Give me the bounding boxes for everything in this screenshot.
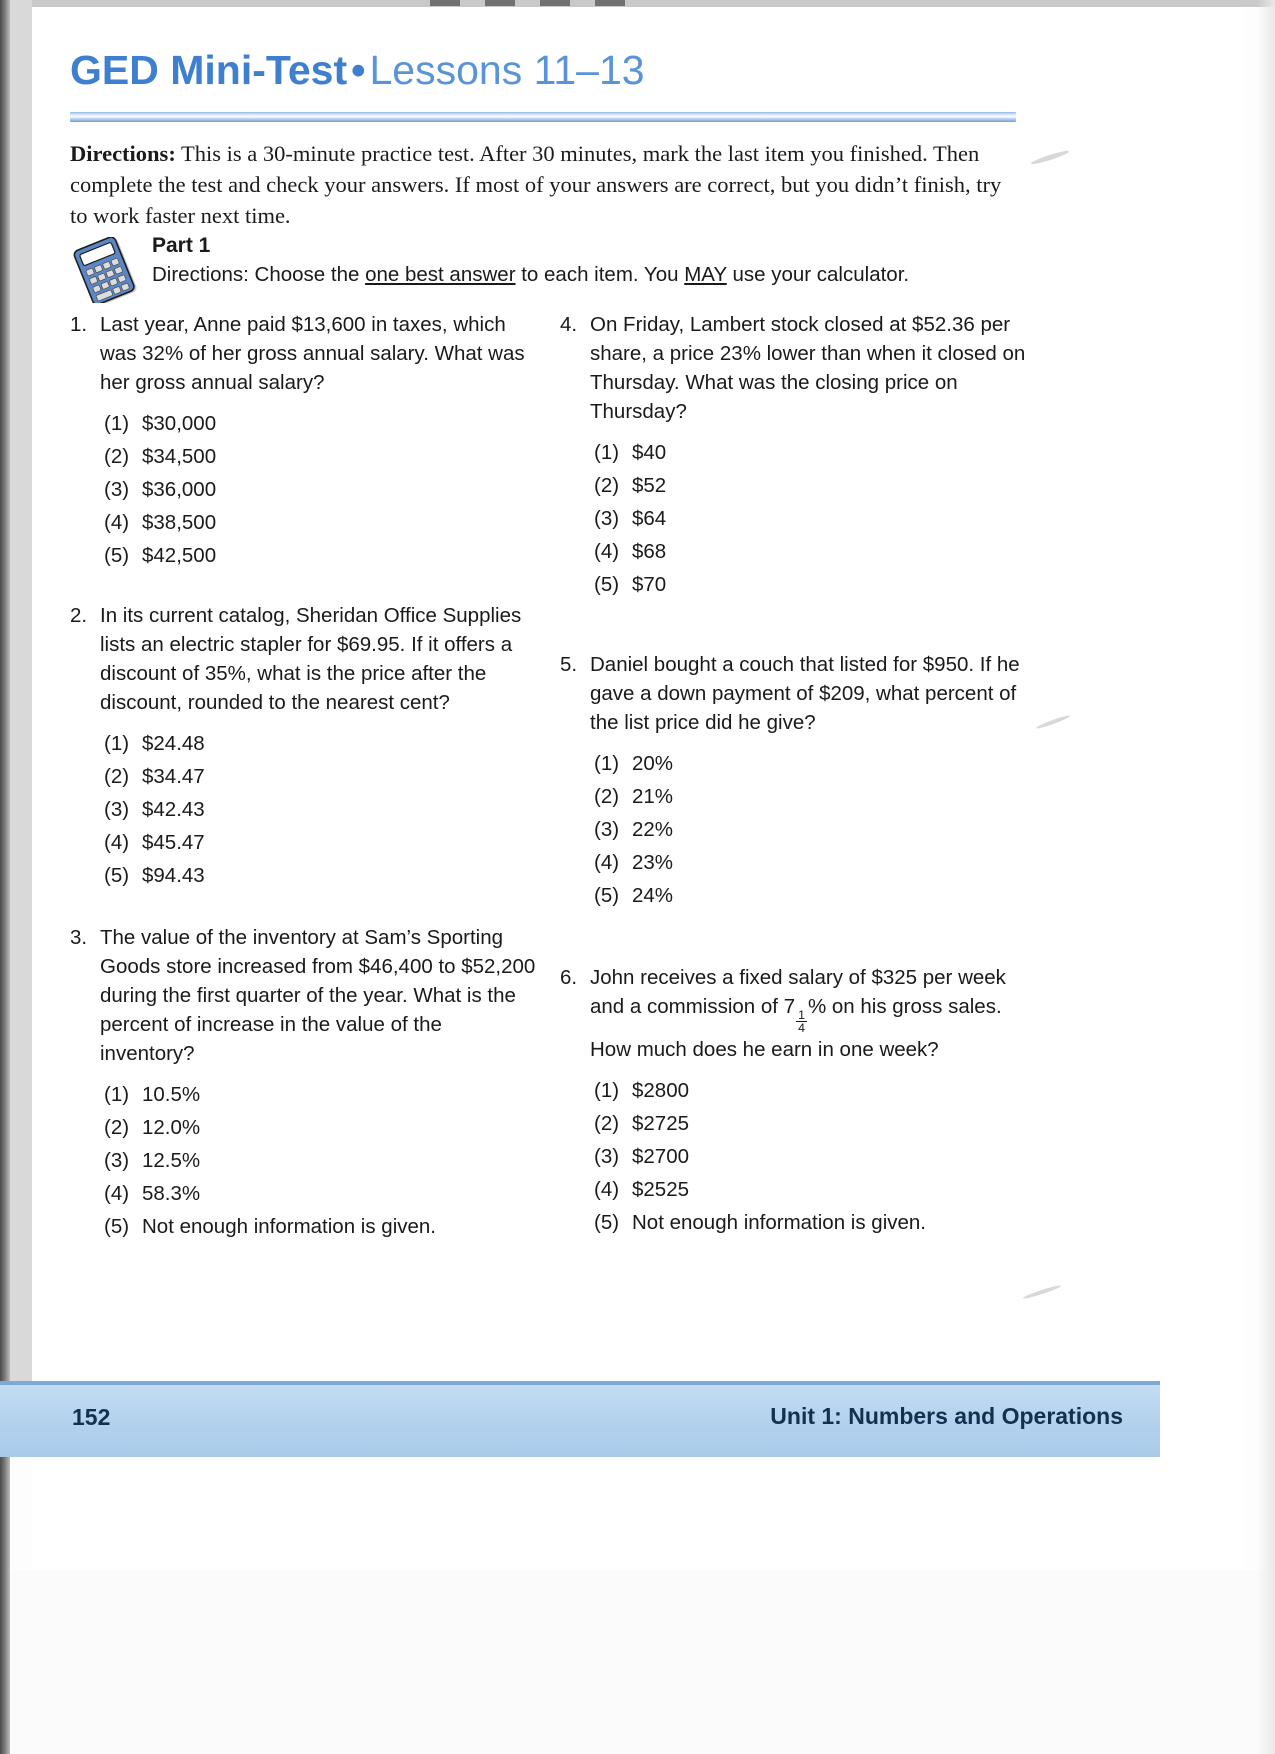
question-text: Last year, Anne paid $13,600 in taxes, which was 32% of her gross annual salary. What was her gross annual salary? — [100, 313, 525, 394]
page-title-separator: • — [351, 47, 366, 93]
part-1-text — [152, 233, 1012, 289]
option-value: $45.47 — [142, 831, 205, 854]
answer-option[interactable] — [104, 1084, 540, 1106]
part-1-directions-underline-2: MAY — [684, 263, 727, 286]
option-value: 22% — [632, 818, 674, 841]
option-value: $30,000 — [142, 412, 217, 435]
answer-option[interactable] — [594, 1113, 1030, 1135]
option-key: (5) — [594, 1210, 620, 1234]
option-value: 12.0% — [142, 1116, 201, 1139]
option-value: 10.5% — [142, 1083, 201, 1106]
option-key: (3) — [594, 1144, 620, 1168]
option-key: (4) — [594, 540, 620, 563]
option-value: $24.48 — [142, 732, 205, 755]
answer-option[interactable] — [104, 413, 540, 435]
answer-option[interactable] — [594, 541, 1030, 563]
question-column-right — [560, 310, 1030, 1264]
answer-option[interactable] — [594, 1212, 1030, 1234]
answer-option[interactable] — [104, 733, 540, 755]
option-key: (5) — [104, 1215, 130, 1238]
answer-option[interactable] — [104, 766, 540, 788]
option-key: (5) — [594, 884, 620, 907]
mixed-fraction — [796, 1009, 807, 1035]
answer-option[interactable] — [594, 786, 1030, 808]
page-title — [70, 48, 1020, 93]
answer-option[interactable] — [594, 885, 1030, 907]
question-item — [560, 310, 1030, 596]
answer-option[interactable] — [104, 1150, 540, 1172]
option-value: $70 — [632, 573, 667, 596]
answer-option[interactable] — [104, 865, 540, 887]
page-number: 152 — [72, 1404, 111, 1430]
answer-option[interactable] — [104, 1117, 540, 1139]
answer-option[interactable] — [594, 1146, 1030, 1168]
answer-option[interactable] — [594, 852, 1030, 874]
option-key: (2) — [104, 765, 130, 788]
answer-options — [70, 1084, 540, 1238]
answer-options — [70, 413, 540, 567]
option-value: 58.3% — [142, 1182, 201, 1205]
question-item — [70, 923, 540, 1238]
question-text: In its current catalog, Sheridan Office Supplies lists an electric stapler for $69.95. If it offers a discount of 35%, what is the price after the discount, rounded to the nearest cent? — [100, 604, 522, 714]
answer-option[interactable] — [104, 545, 540, 567]
option-key: (5) — [104, 544, 130, 567]
option-value: 21% — [632, 785, 674, 808]
option-key: (2) — [594, 785, 620, 808]
answer-option[interactable] — [594, 1080, 1030, 1102]
answer-option[interactable] — [594, 475, 1030, 497]
answer-options — [70, 733, 540, 887]
question-number: 4. — [560, 313, 578, 336]
option-key: (5) — [104, 864, 130, 887]
directions-body: This is a 30-minute practice test. After 30 minutes, mark the last item you finished. Then complete the test and check your answers. If most of your answers are correct, but you didn’t finish, try to work faster next time. — [70, 141, 1002, 228]
option-key: (3) — [594, 818, 620, 841]
question-item — [560, 650, 1030, 907]
calculator-icon — [70, 237, 142, 303]
answer-option[interactable] — [594, 753, 1030, 775]
option-key: (1) — [104, 412, 130, 435]
option-key: (1) — [594, 441, 620, 464]
option-value: $68 — [632, 540, 667, 563]
question-number: 3. — [70, 926, 88, 949]
answer-option[interactable] — [104, 832, 540, 854]
option-key: (3) — [104, 1149, 130, 1172]
option-value: Not enough information is given. — [142, 1215, 437, 1238]
answer-option[interactable] — [594, 574, 1030, 596]
part-1-directions-pre: Choose the — [248, 263, 366, 286]
question-text: The value of the inventory at Sam’s Sporting Goods store increased from $46,400 to $52,200 during the first quarter of the year. What is the percent of increase in the value of the inventory? — [100, 926, 536, 1065]
fraction-numerator: 1 — [798, 1007, 805, 1022]
option-key: (4) — [594, 851, 620, 874]
option-value: $38,500 — [142, 511, 217, 534]
option-key: (2) — [104, 1116, 130, 1139]
option-value: $2700 — [632, 1144, 690, 1168]
question-item — [70, 601, 540, 887]
question-number: 5. — [560, 653, 578, 676]
directions-paragraph — [70, 138, 1020, 231]
part-1-directions-mid: to each item. You — [515, 263, 685, 286]
option-value: $36,000 — [142, 478, 217, 501]
option-key: (4) — [104, 511, 130, 534]
answer-option[interactable] — [594, 819, 1030, 841]
option-value: $34,500 — [142, 445, 217, 468]
option-value: $42,500 — [142, 544, 217, 567]
question-item — [70, 310, 540, 567]
option-value: Not enough information is given. — [632, 1210, 927, 1234]
option-value: $64 — [632, 507, 667, 530]
option-key: (2) — [594, 474, 620, 497]
option-value: 20% — [632, 752, 674, 775]
answer-option[interactable] — [104, 799, 540, 821]
question-text-part-2: % on his gross sales. How much does he earn in one week? — [590, 995, 1002, 1061]
answer-option[interactable] — [104, 1183, 540, 1205]
option-key: (1) — [594, 1078, 620, 1102]
option-value: $52 — [632, 474, 667, 497]
question-column-left — [70, 310, 540, 1268]
question-text: Daniel bought a couch that listed for $950. If he gave a down payment of $209, what percent of the list price did he give? — [590, 653, 1020, 734]
unit-title: Unit 1: Numbers and Operations — [770, 1403, 1123, 1429]
page-title-strong: GED Mini-Test — [70, 47, 348, 93]
answer-option[interactable] — [594, 508, 1030, 530]
part-1-directions-post: use your calculator. — [726, 263, 910, 286]
option-key: (3) — [104, 798, 130, 821]
part-1-directions-label: Directions: — [152, 263, 249, 286]
directions-label: Directions: — [70, 141, 176, 166]
answer-option[interactable] — [104, 1216, 540, 1238]
question-item — [560, 963, 1030, 1234]
option-key: (1) — [104, 1083, 130, 1106]
option-value: $2725 — [632, 1111, 690, 1135]
option-key: (1) — [104, 732, 130, 755]
part-1-directions — [152, 261, 1012, 289]
header-divider — [70, 112, 1016, 122]
option-key: (3) — [594, 507, 620, 530]
question-text-part-1: John receives a fixed salary of $325 per week and a commission of 7 — [590, 966, 1006, 1018]
option-value: $2800 — [632, 1078, 690, 1102]
option-key: (2) — [594, 1111, 620, 1135]
answer-options — [560, 1080, 1030, 1234]
option-key: (4) — [104, 831, 130, 854]
answer-options — [560, 753, 1030, 907]
answer-option[interactable] — [104, 479, 540, 501]
question-number: 1. — [70, 313, 88, 336]
option-key: (1) — [594, 752, 620, 775]
option-key: (2) — [104, 445, 130, 468]
question-text — [590, 963, 1030, 1064]
page-title-light: Lessons 11–13 — [369, 47, 645, 93]
option-key: (4) — [594, 1177, 620, 1201]
answer-option[interactable] — [594, 1179, 1030, 1201]
answer-option[interactable] — [104, 446, 540, 468]
question-text: On Friday, Lambert stock closed at $52.36 per share, a price 23% lower than when it closed on Thursday. What was the closing price on Thursday? — [590, 313, 1026, 423]
option-value: $42.43 — [142, 798, 205, 821]
part-1-directions-underline-1: one best answer — [365, 263, 516, 286]
fraction-denominator: 4 — [798, 1021, 805, 1036]
option-value: 23% — [632, 851, 674, 874]
answer-option[interactable] — [594, 442, 1030, 464]
option-value: $94.43 — [142, 864, 205, 887]
option-value: 12.5% — [142, 1149, 201, 1172]
option-value: $2525 — [632, 1177, 690, 1201]
question-number: 2. — [70, 604, 88, 627]
option-value: $34.47 — [142, 765, 205, 788]
option-value: $40 — [632, 441, 667, 464]
part-1-title: Part 1 — [152, 234, 211, 257]
option-key: (5) — [594, 573, 620, 596]
answer-options — [560, 442, 1030, 596]
option-key: (3) — [104, 478, 130, 501]
answer-option[interactable] — [104, 512, 540, 534]
footer-right-margin — [1160, 1385, 1244, 1457]
option-key: (4) — [104, 1182, 130, 1205]
question-number: 6. — [560, 966, 578, 989]
option-value: 24% — [632, 884, 674, 907]
